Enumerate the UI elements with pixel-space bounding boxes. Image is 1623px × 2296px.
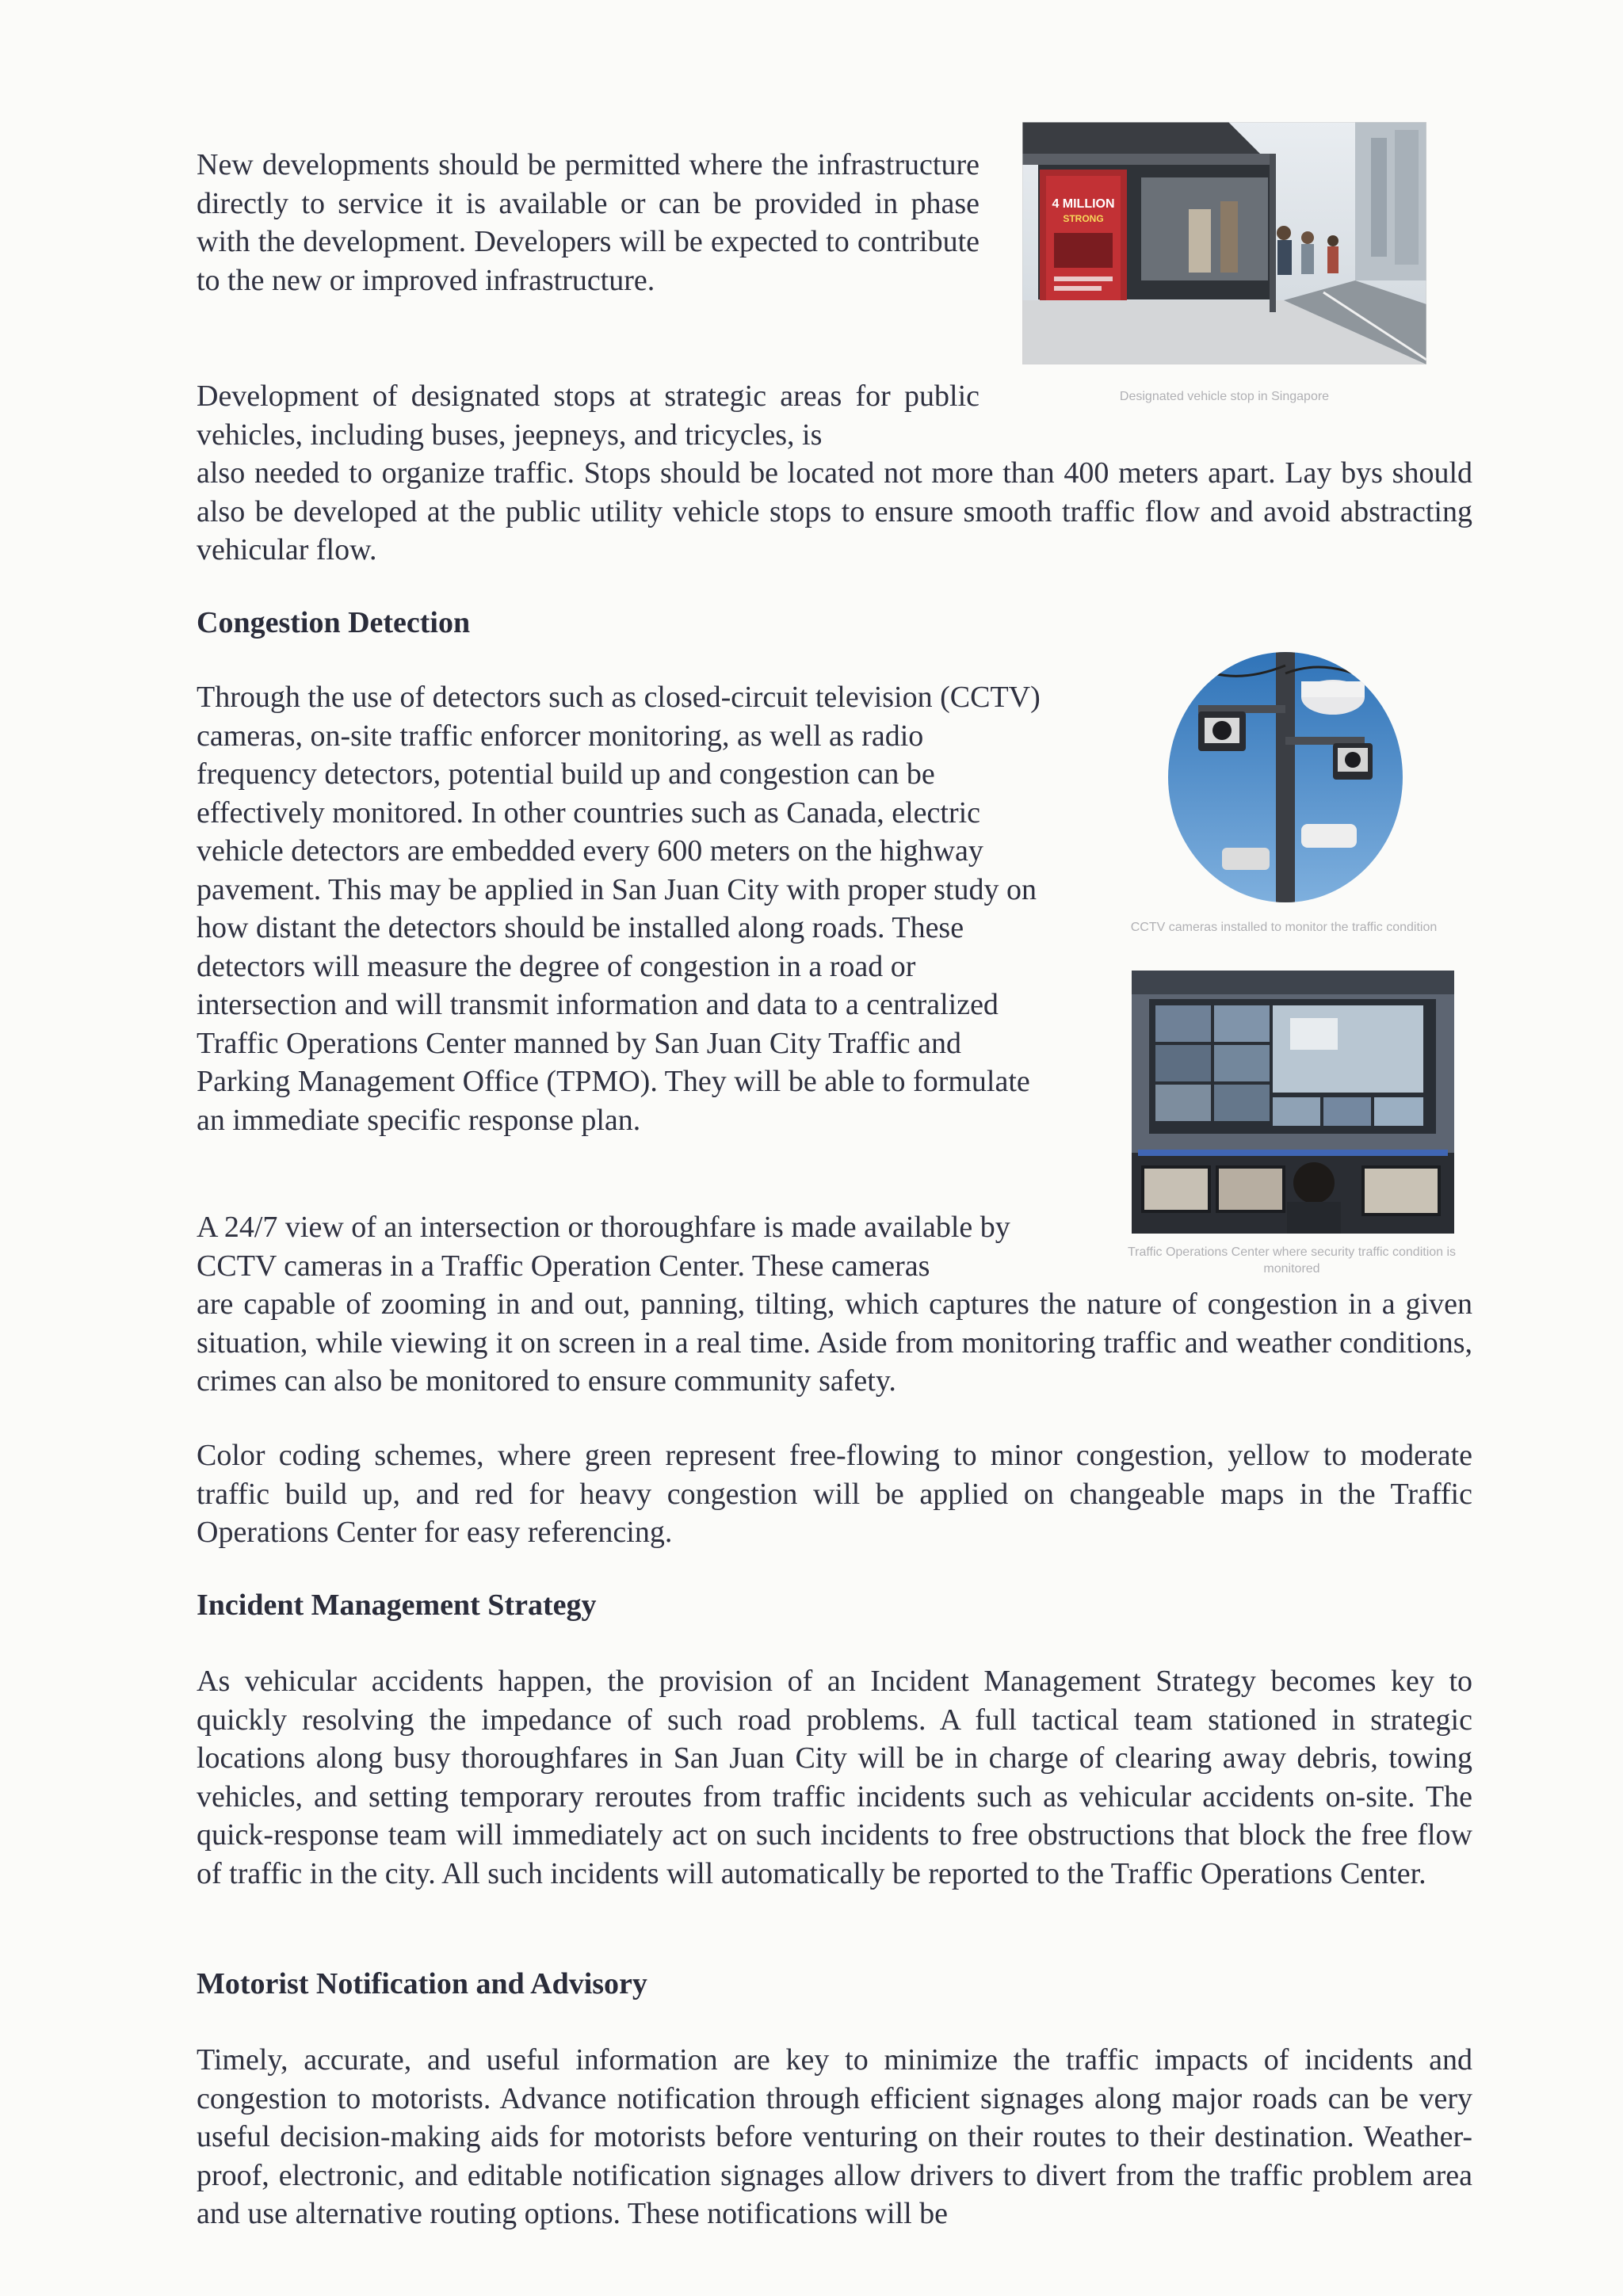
poster-text-line2: STRONG [1063, 213, 1104, 224]
paragraph-motorist-notification: Timely, accurate, and useful information are key to minimize the traffic impacts of incidents and congestion to motorists. Advance notification through efficient signages along major roads can be very useful decision-making aids for motorists before venturing on their routes to their destination. Weather-proof, electronic, and editable notification signages allow drivers to divert from the traffic problem area and use alternative routing options. These notifications will be [197, 2043, 1472, 2230]
paragraph-incident-management: As vehicular accidents happen, the provision of an Incident Management Strategy becomes key to quickly resolving the impedance of such road problems. A full tactical team stationed in strategic locations along busy thoroughfares in San Juan City will be in charge of clearing away debris, towing vehicles, and setting temporary reroutes from traffic incidents such as vehicular accidents on-site. The quick-response team will immediately act on such incidents to free obstructions that block the free flow of traffic in the city. All such incidents will automatically be reported to the Traffic Operations Center. [197, 1665, 1472, 1890]
paragraph-detectors: Through the use of detectors such as closed-circuit television (CCTV) cameras, on-site traffic enforcer monitoring, as well as radio frequency detectors, potential build up and congestion can be effectively monitored. In other countries such as Canada, electric vehicle detectors are embedded every 600 meters on the highway pavement. This may be applied in San Juan City with proper study on how distant the detectors should be installed along roads. These detectors will measure the degree of congestion in a road or intersection and will transmit information and data to a centralized Traffic Operations Center manned by San Juan City Traffic and Parking Management Office (TPMO). They will be able to formulate an immediate specific response plan. [197, 681, 1041, 1137]
heading-congestion-detection: Congestion Detection [197, 606, 471, 639]
poster-text-line1: 4 MILLION [1052, 197, 1115, 211]
control-room-caption: Traffic Operations Center where security traffic condition is monitored [1127, 1245, 1457, 1276]
paragraph-infrastructure: New developments should be permitted where the infrastructure directly to service it is available or can be provided in phase with the development. Developers will be expected to contribute to the new or improved infrastructure. [197, 148, 980, 297]
paragraph-24-7-view-part1: A 24/7 view of an intersection or thoroughfare is made available by CCTV cameras in a Traffic Operation Center. These cameras [197, 1211, 1010, 1283]
paragraph-designated-stops-part2: also needed to organize traffic. Stops should be located not more than 400 meters apart. Lay bys should also be developed at the public utility vehicle stops to ensure smooth traffic flow and avoid abstracting vehicular flow. [197, 456, 1472, 566]
bus-stop-photo [1022, 122, 1426, 364]
heading-incident-management: Incident Management Strategy [197, 1589, 597, 1622]
paragraph-designated-stops-part1: Development of designated stops at strategic areas for public vehicles, including buses, jeepneys, and tricycles, is [197, 379, 980, 452]
control-room-photo [1132, 971, 1454, 1234]
paragraph-24-7-view-part2: are capable of zooming in and out, panning, tilting, which captures the nature of congestion in a given situation, while viewing it on screen in a real time. Aside from monitoring traffic and weather conditions, crimes can also be monitored to ensure community safety. [197, 1287, 1472, 1398]
bus-stop-caption: Designated vehicle stop in Singapore [1119, 390, 1330, 403]
heading-motorist-notification: Motorist Notification and Advisory [197, 1967, 647, 2000]
paragraph-color-coding: Color coding schemes, where green represent free-flowing to minor congestion, yellow to moderate traffic build up, and red for heavy congestion will be applied on changeable maps in the Traffic Operations Center for easy referencing. [197, 1439, 1472, 1549]
cctv-cameras-photo [1167, 650, 1404, 905]
cctv-caption: CCTV cameras installed to monitor the traffic condition [1130, 921, 1438, 934]
